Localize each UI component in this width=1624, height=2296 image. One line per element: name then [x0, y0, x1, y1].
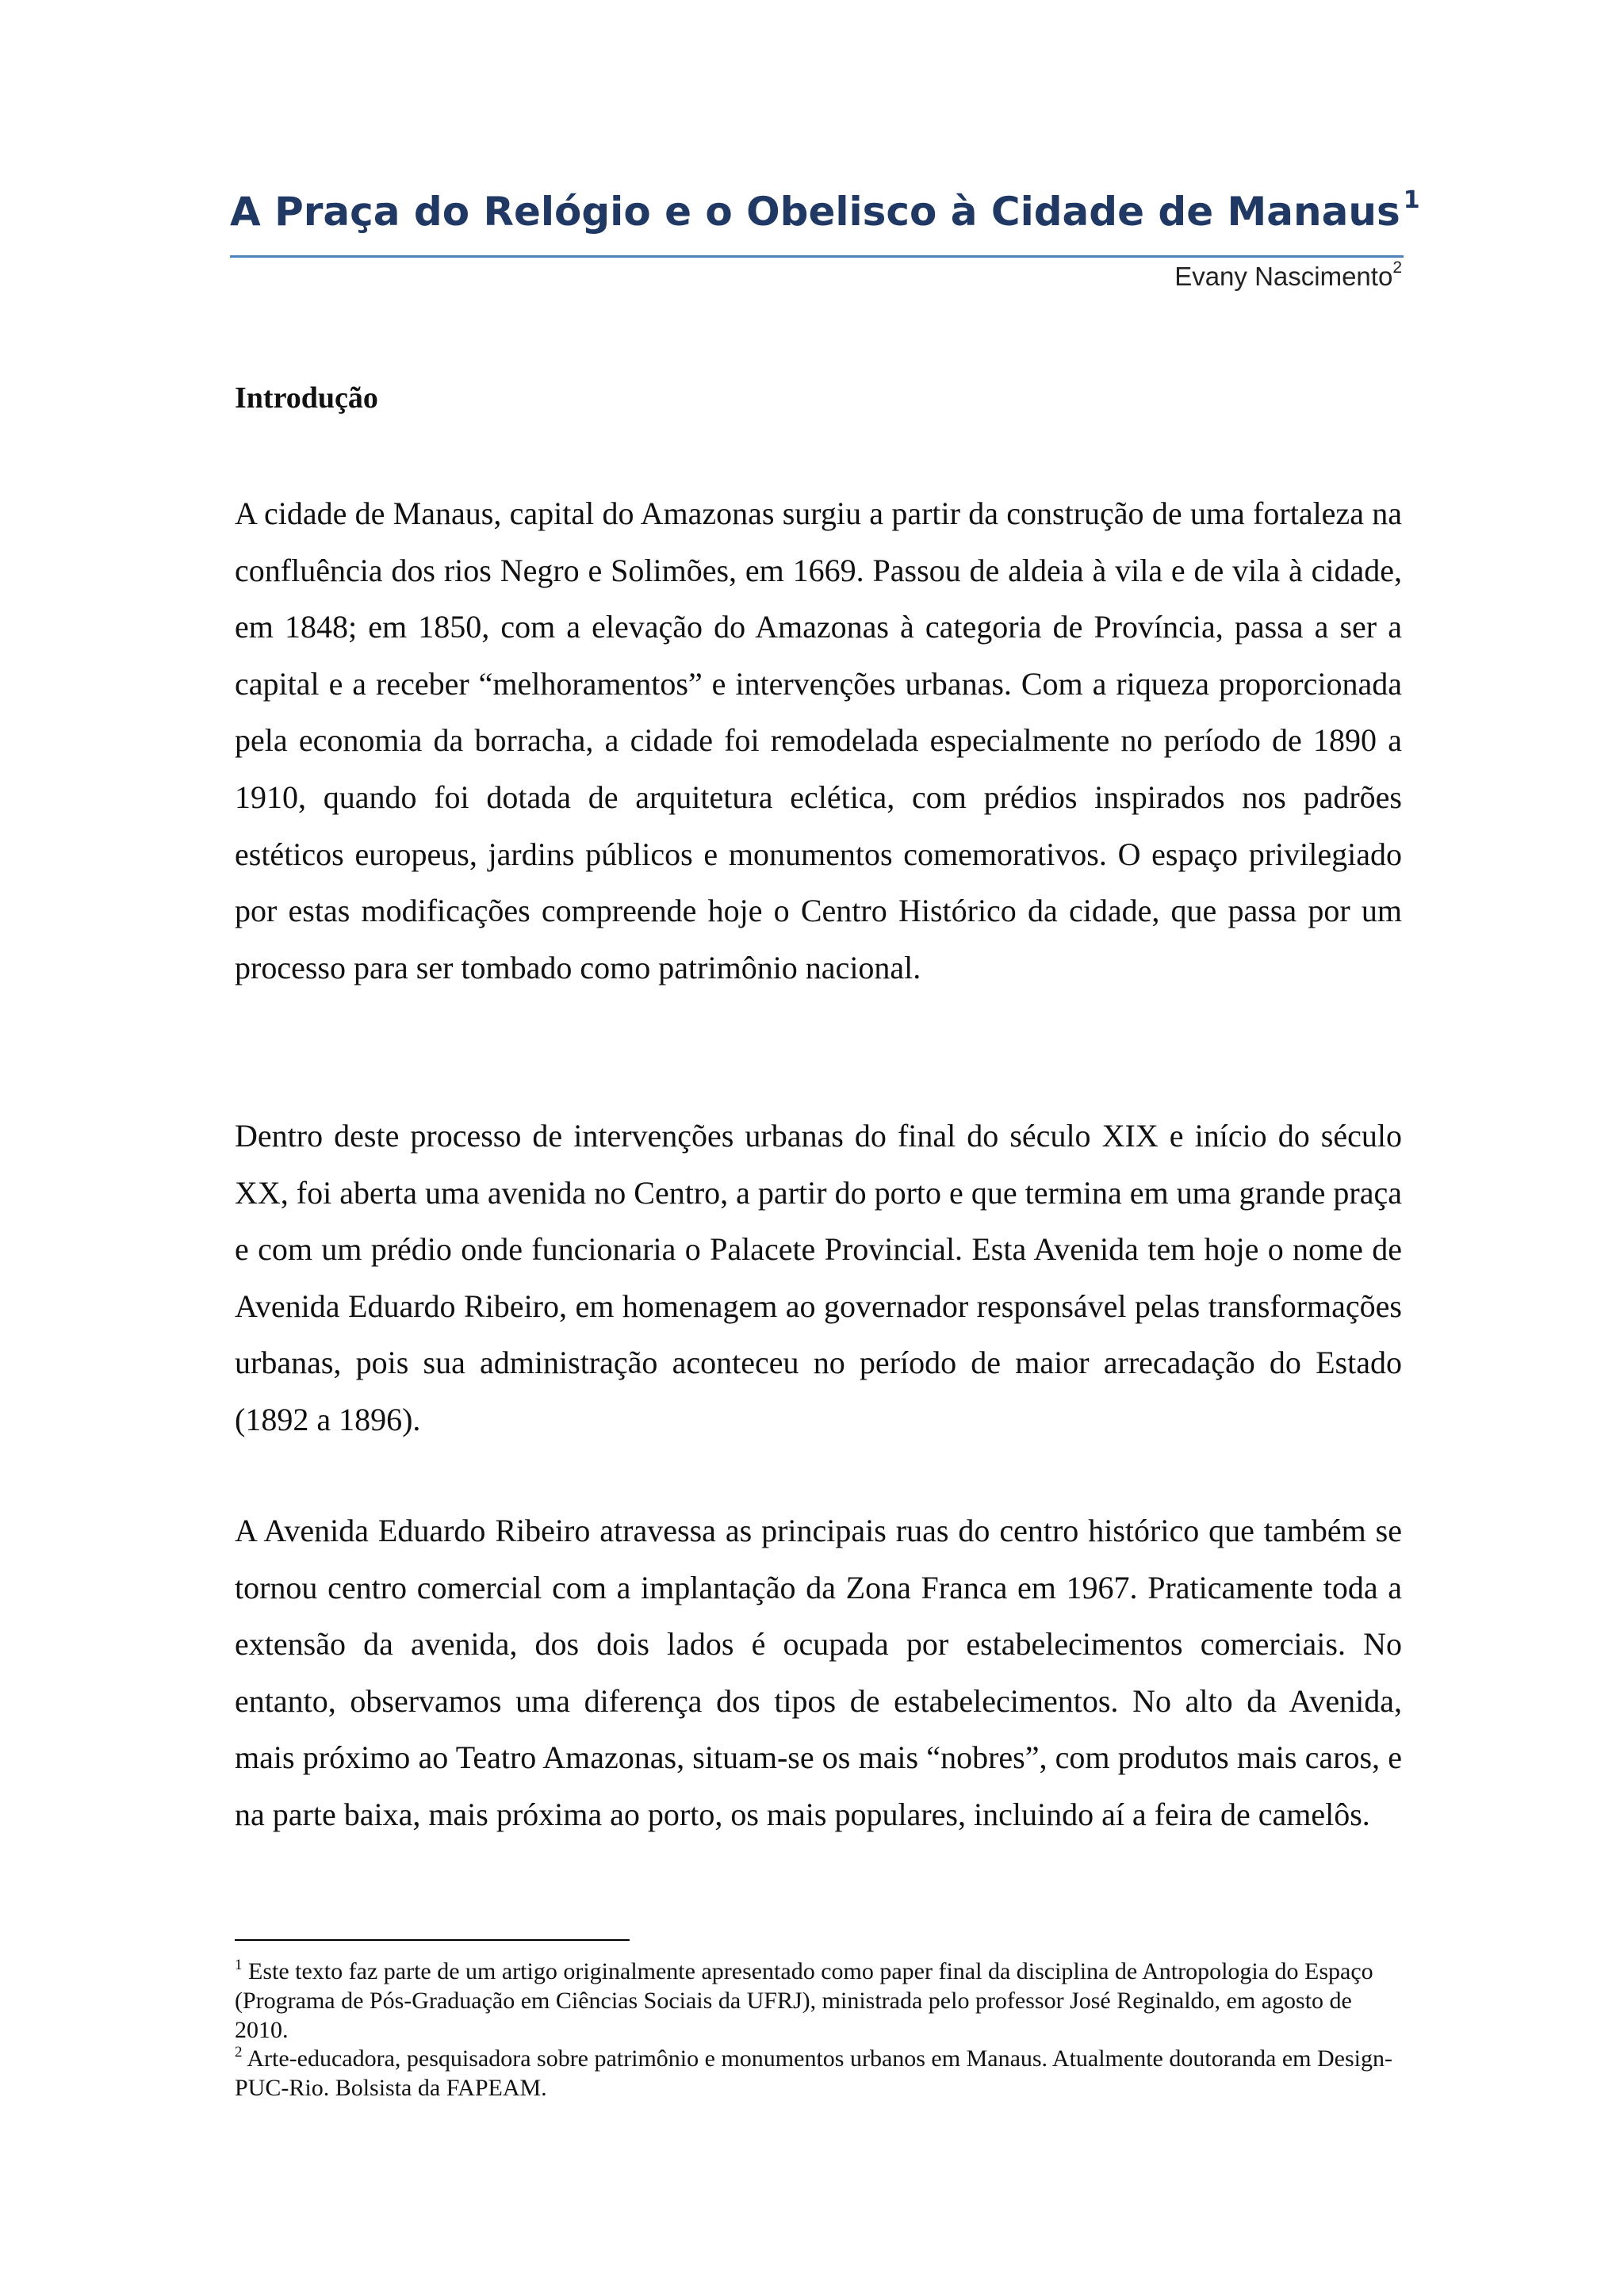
footnote-text: Este texto faz parte de um artigo originalmente apresentado como paper final da disciplina de Antropologia do Espaço (Programa de Pós-Graduação em Ciências Sociais da UFRJ), ministrada pelo professor José Reginaldo, em agosto de 2010.	[235, 1958, 1373, 2043]
title-underline	[230, 255, 1404, 258]
author-footnote-marker[interactable]: 2	[1392, 258, 1402, 277]
body-paragraph: A Avenida Eduardo Ribeiro atravessa as principais ruas do centro histórico que também se tornou centro comercial com a implantação da Zona Franca em 1967. Praticamente toda a extensão da avenida, dos dois lados é ocupada por estabelecimentos comerciais. No entanto, observamos uma diferença dos tipos de estabelecimentos. No alto da Avenida, mais próximo ao Teatro Amazonas, situam-se os mais “nobres”, com produtos mais caros, e na parte baixa, mais próxima ao porto, os mais populares, incluindo aí a feira de camelôs.	[235, 1513, 1402, 1832]
section-heading: Introdução	[235, 381, 378, 415]
document-title-text: A Praça do Relógio e o Obelisco à Cidade de Manaus	[230, 189, 1400, 235]
footnote	[235, 1957, 1402, 2045]
document-title	[230, 186, 1420, 235]
footnote-marker: 2	[235, 2044, 243, 2061]
body-paragraph: A cidade de Manaus, capital do Amazonas surgiu a partir da construção de uma fortaleza na confluência dos rios Negro e Solimões, em 1669. Passou de aldeia à vila e de vila à cidade, em 1848; em 1850, com a elevação do Amazonas à categoria de Província, passa a ser a capital e a receber “melhoramentos” e intervenções urbanas. Com a riqueza proporcionada pela economia da borracha, a cidade foi remodelada especialmente no período de 1890 a 1910, quando foi dotada de arquitetura eclética, com prédios inspirados nos padrões estéticos europeus, jardins públicos e monumentos comemorativos. O espaço privilegiado por estas modificações compreende hoje o Centro Histórico da cidade, que passa por um processo para ser tombado como patrimônio nacional.	[235, 496, 1402, 985]
footnote-text: Arte-educadora, pesquisadora sobre patrimônio e monumentos urbanos em Manaus. Atualmente doutoranda em Design-PUC-Rio. Bolsista da FAPEAM.	[235, 2045, 1392, 2101]
author-name: Evany Nascimento	[1174, 262, 1393, 291]
footnote	[235, 2044, 1402, 2103]
title-footnote-marker[interactable]: 1	[1403, 186, 1420, 214]
body-paragraph: Dentro deste processo de intervenções urbanas do final do século XIX e início do século XX, foi aberta uma avenida no Centro, a partir do porto e que termina em uma grande praça e com um prédio onde funcionaria o Palacete Provincial. Esta Avenida tem hoje o nome de Avenida Eduardo Ribeiro, em homenagem ao governador responsável pelas transformações urbanas, pois sua administração aconteceu no período de maior arrecadação do Estado (1892 a 1896).	[235, 1118, 1402, 1437]
author-line	[1174, 258, 1402, 292]
footnote-marker: 1	[235, 1957, 243, 1973]
footnote-separator	[235, 1939, 630, 1941]
